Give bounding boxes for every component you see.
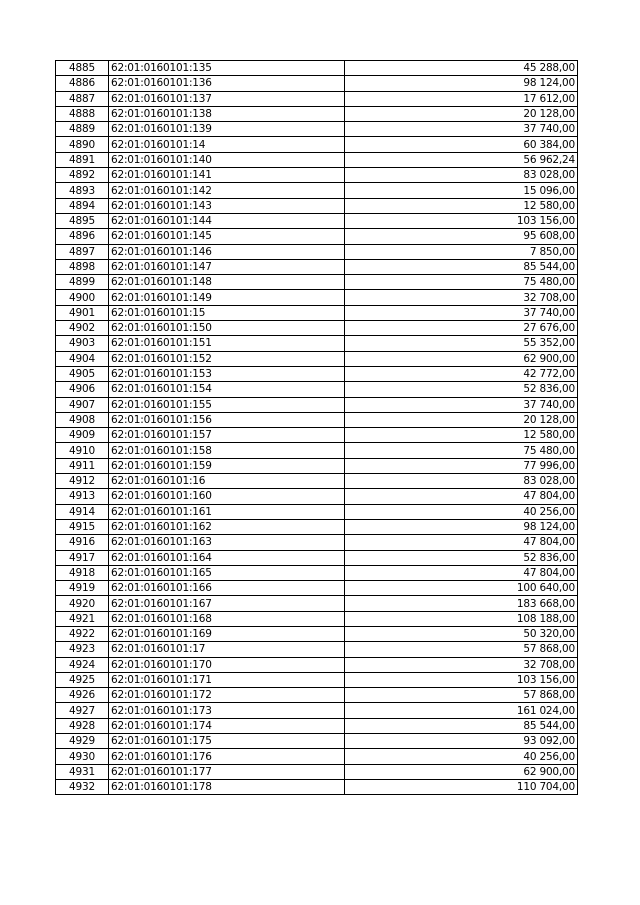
table-row [56, 703, 578, 718]
cadastral-number-cell: 62:01:0160101:154 [109, 382, 345, 397]
cadastral-number-cell: 62:01:0160101:148 [109, 275, 345, 290]
table-row [56, 336, 578, 351]
cadastral-number-cell: 62:01:0160101:150 [109, 321, 345, 336]
cadastral-number-cell: 62:01:0160101:172 [109, 688, 345, 703]
value-cell: 37 740,00 [345, 397, 578, 412]
row-number-cell: 4891 [56, 152, 109, 167]
value-cell: 98 124,00 [345, 519, 578, 534]
value-cell: 103 156,00 [345, 213, 578, 228]
value-cell: 85 544,00 [345, 718, 578, 733]
row-number-cell: 4896 [56, 229, 109, 244]
value-cell: 47 804,00 [345, 535, 578, 550]
row-number-cell: 4892 [56, 168, 109, 183]
value-cell: 83 028,00 [345, 168, 578, 183]
table-row [56, 749, 578, 764]
table-row [56, 382, 578, 397]
value-cell: 40 256,00 [345, 504, 578, 519]
table-row [56, 458, 578, 473]
cadastral-number-cell: 62:01:0160101:145 [109, 229, 345, 244]
row-number-cell: 4885 [56, 61, 109, 76]
cadastral-number-cell: 62:01:0160101:176 [109, 749, 345, 764]
row-number-cell: 4898 [56, 259, 109, 274]
cadastral-number-cell: 62:01:0160101:157 [109, 428, 345, 443]
cadastral-number-cell: 62:01:0160101:144 [109, 213, 345, 228]
row-number-cell: 4925 [56, 672, 109, 687]
table-row [56, 305, 578, 320]
cadastral-number-cell: 62:01:0160101:173 [109, 703, 345, 718]
row-number-cell: 4919 [56, 581, 109, 596]
cadastral-number-cell: 62:01:0160101:141 [109, 168, 345, 183]
table-row [56, 366, 578, 381]
table-row [56, 152, 578, 167]
table-row [56, 198, 578, 213]
value-cell: 45 288,00 [345, 61, 578, 76]
table-row [56, 474, 578, 489]
row-number-cell: 4916 [56, 535, 109, 550]
table-row [56, 504, 578, 519]
table-row [56, 259, 578, 274]
table-row [56, 61, 578, 76]
cadastral-number-cell: 62:01:0160101:156 [109, 412, 345, 427]
row-number-cell: 4931 [56, 764, 109, 779]
row-number-cell: 4893 [56, 183, 109, 198]
row-number-cell: 4903 [56, 336, 109, 351]
table-body [56, 61, 578, 795]
value-cell: 62 900,00 [345, 764, 578, 779]
table-row [56, 657, 578, 672]
cadastral-number-cell: 62:01:0160101:177 [109, 764, 345, 779]
cadastral-number-cell: 62:01:0160101:152 [109, 351, 345, 366]
row-number-cell: 4921 [56, 611, 109, 626]
value-cell: 32 708,00 [345, 657, 578, 672]
value-cell: 103 156,00 [345, 672, 578, 687]
table-row [56, 412, 578, 427]
table-row [56, 275, 578, 290]
row-number-cell: 4899 [56, 275, 109, 290]
cadastral-number-cell: 62:01:0160101:146 [109, 244, 345, 259]
value-cell: 47 804,00 [345, 489, 578, 504]
row-number-cell: 4920 [56, 596, 109, 611]
value-cell: 57 868,00 [345, 688, 578, 703]
value-cell: 161 024,00 [345, 703, 578, 718]
table-row [56, 290, 578, 305]
cadastral-number-cell: 62:01:0160101:140 [109, 152, 345, 167]
row-number-cell: 4932 [56, 779, 109, 794]
row-number-cell: 4930 [56, 749, 109, 764]
cadastral-number-cell: 62:01:0160101:168 [109, 611, 345, 626]
table-row [56, 611, 578, 626]
cadastral-number-cell: 62:01:0160101:171 [109, 672, 345, 687]
value-cell: 47 804,00 [345, 565, 578, 580]
value-cell: 183 668,00 [345, 596, 578, 611]
value-cell: 40 256,00 [345, 749, 578, 764]
table-row [56, 229, 578, 244]
cadastral-number-cell: 62:01:0160101:151 [109, 336, 345, 351]
value-cell: 7 850,00 [345, 244, 578, 259]
cadastral-number-cell: 62:01:0160101:15 [109, 305, 345, 320]
row-number-cell: 4897 [56, 244, 109, 259]
row-number-cell: 4913 [56, 489, 109, 504]
table-row [56, 581, 578, 596]
table-row [56, 213, 578, 228]
cadastral-number-cell: 62:01:0160101:169 [109, 626, 345, 641]
value-cell: 52 836,00 [345, 550, 578, 565]
table-row [56, 764, 578, 779]
cadastral-number-cell: 62:01:0160101:178 [109, 779, 345, 794]
cadastral-number-cell: 62:01:0160101:160 [109, 489, 345, 504]
value-cell: 77 996,00 [345, 458, 578, 473]
value-cell: 62 900,00 [345, 351, 578, 366]
value-cell: 37 740,00 [345, 305, 578, 320]
cadastral-number-cell: 62:01:0160101:164 [109, 550, 345, 565]
table-row [56, 351, 578, 366]
table-row [56, 76, 578, 91]
value-cell: 55 352,00 [345, 336, 578, 351]
cadastral-number-cell: 62:01:0160101:174 [109, 718, 345, 733]
value-cell: 108 188,00 [345, 611, 578, 626]
table-row [56, 550, 578, 565]
value-cell: 32 708,00 [345, 290, 578, 305]
value-cell: 57 868,00 [345, 642, 578, 657]
row-number-cell: 4917 [56, 550, 109, 565]
row-number-cell: 4886 [56, 76, 109, 91]
cadastral-number-cell: 62:01:0160101:139 [109, 122, 345, 137]
value-cell: 42 772,00 [345, 366, 578, 381]
value-cell: 12 580,00 [345, 428, 578, 443]
table-row [56, 122, 578, 137]
table-row [56, 535, 578, 550]
value-cell: 75 480,00 [345, 443, 578, 458]
row-number-cell: 4928 [56, 718, 109, 733]
table-row [56, 443, 578, 458]
value-cell: 12 580,00 [345, 198, 578, 213]
table-row [56, 428, 578, 443]
table-row [56, 321, 578, 336]
row-number-cell: 4902 [56, 321, 109, 336]
value-cell: 75 480,00 [345, 275, 578, 290]
table-row [56, 183, 578, 198]
row-number-cell: 4910 [56, 443, 109, 458]
table-row [56, 106, 578, 121]
row-number-cell: 4909 [56, 428, 109, 443]
cadastral-number-cell: 62:01:0160101:16 [109, 474, 345, 489]
table-row [56, 734, 578, 749]
row-number-cell: 4907 [56, 397, 109, 412]
cadastral-number-cell: 62:01:0160101:167 [109, 596, 345, 611]
row-number-cell: 4904 [56, 351, 109, 366]
row-number-cell: 4888 [56, 106, 109, 121]
row-number-cell: 4889 [56, 122, 109, 137]
row-number-cell: 4924 [56, 657, 109, 672]
table-row [56, 688, 578, 703]
cadastral-number-cell: 62:01:0160101:17 [109, 642, 345, 657]
cadastral-number-cell: 62:01:0160101:170 [109, 657, 345, 672]
cadastral-number-cell: 62:01:0160101:135 [109, 61, 345, 76]
value-cell: 110 704,00 [345, 779, 578, 794]
row-number-cell: 4908 [56, 412, 109, 427]
row-number-cell: 4922 [56, 626, 109, 641]
cadastral-number-cell: 62:01:0160101:137 [109, 91, 345, 106]
cadastral-number-cell: 62:01:0160101:158 [109, 443, 345, 458]
value-cell: 20 128,00 [345, 106, 578, 121]
row-number-cell: 4911 [56, 458, 109, 473]
cadastral-number-cell: 62:01:0160101:149 [109, 290, 345, 305]
row-number-cell: 4914 [56, 504, 109, 519]
row-number-cell: 4895 [56, 213, 109, 228]
value-cell: 20 128,00 [345, 412, 578, 427]
row-number-cell: 4923 [56, 642, 109, 657]
cadastral-number-cell: 62:01:0160101:163 [109, 535, 345, 550]
cadastral-number-cell: 62:01:0160101:14 [109, 137, 345, 152]
cadastral-number-cell: 62:01:0160101:142 [109, 183, 345, 198]
value-cell: 60 384,00 [345, 137, 578, 152]
row-number-cell: 4918 [56, 565, 109, 580]
table-row [56, 596, 578, 611]
table-row [56, 642, 578, 657]
table-row [56, 168, 578, 183]
table-row [56, 397, 578, 412]
row-number-cell: 4927 [56, 703, 109, 718]
row-number-cell: 4890 [56, 137, 109, 152]
cadastral-number-cell: 62:01:0160101:159 [109, 458, 345, 473]
table-row [56, 718, 578, 733]
cadastral-number-cell: 62:01:0160101:143 [109, 198, 345, 213]
value-cell: 85 544,00 [345, 259, 578, 274]
cadastral-number-cell: 62:01:0160101:175 [109, 734, 345, 749]
table-row [56, 137, 578, 152]
value-cell: 27 676,00 [345, 321, 578, 336]
value-cell: 95 608,00 [345, 229, 578, 244]
row-number-cell: 4929 [56, 734, 109, 749]
row-number-cell: 4912 [56, 474, 109, 489]
row-number-cell: 4915 [56, 519, 109, 534]
table-row [56, 244, 578, 259]
table-row [56, 779, 578, 794]
table-row [56, 489, 578, 504]
value-cell: 15 096,00 [345, 183, 578, 198]
cadastral-number-cell: 62:01:0160101:162 [109, 519, 345, 534]
value-cell: 37 740,00 [345, 122, 578, 137]
cadastral-number-cell: 62:01:0160101:165 [109, 565, 345, 580]
table-row [56, 91, 578, 106]
row-number-cell: 4926 [56, 688, 109, 703]
cadastral-number-cell: 62:01:0160101:136 [109, 76, 345, 91]
cadastral-number-cell: 62:01:0160101:138 [109, 106, 345, 121]
cadastral-number-cell: 62:01:0160101:147 [109, 259, 345, 274]
value-cell: 100 640,00 [345, 581, 578, 596]
row-number-cell: 4894 [56, 198, 109, 213]
cadastral-number-cell: 62:01:0160101:161 [109, 504, 345, 519]
value-cell: 98 124,00 [345, 76, 578, 91]
row-number-cell: 4901 [56, 305, 109, 320]
value-cell: 50 320,00 [345, 626, 578, 641]
value-cell: 93 092,00 [345, 734, 578, 749]
table-row [56, 565, 578, 580]
table-row [56, 519, 578, 534]
value-cell: 17 612,00 [345, 91, 578, 106]
value-cell: 56 962,24 [345, 152, 578, 167]
row-number-cell: 4906 [56, 382, 109, 397]
cadastral-value-table [55, 60, 578, 795]
row-number-cell: 4905 [56, 366, 109, 381]
table-row [56, 626, 578, 641]
cadastral-number-cell: 62:01:0160101:155 [109, 397, 345, 412]
value-cell: 52 836,00 [345, 382, 578, 397]
row-number-cell: 4900 [56, 290, 109, 305]
table-row [56, 672, 578, 687]
cadastral-number-cell: 62:01:0160101:166 [109, 581, 345, 596]
cadastral-number-cell: 62:01:0160101:153 [109, 366, 345, 381]
row-number-cell: 4887 [56, 91, 109, 106]
value-cell: 83 028,00 [345, 474, 578, 489]
